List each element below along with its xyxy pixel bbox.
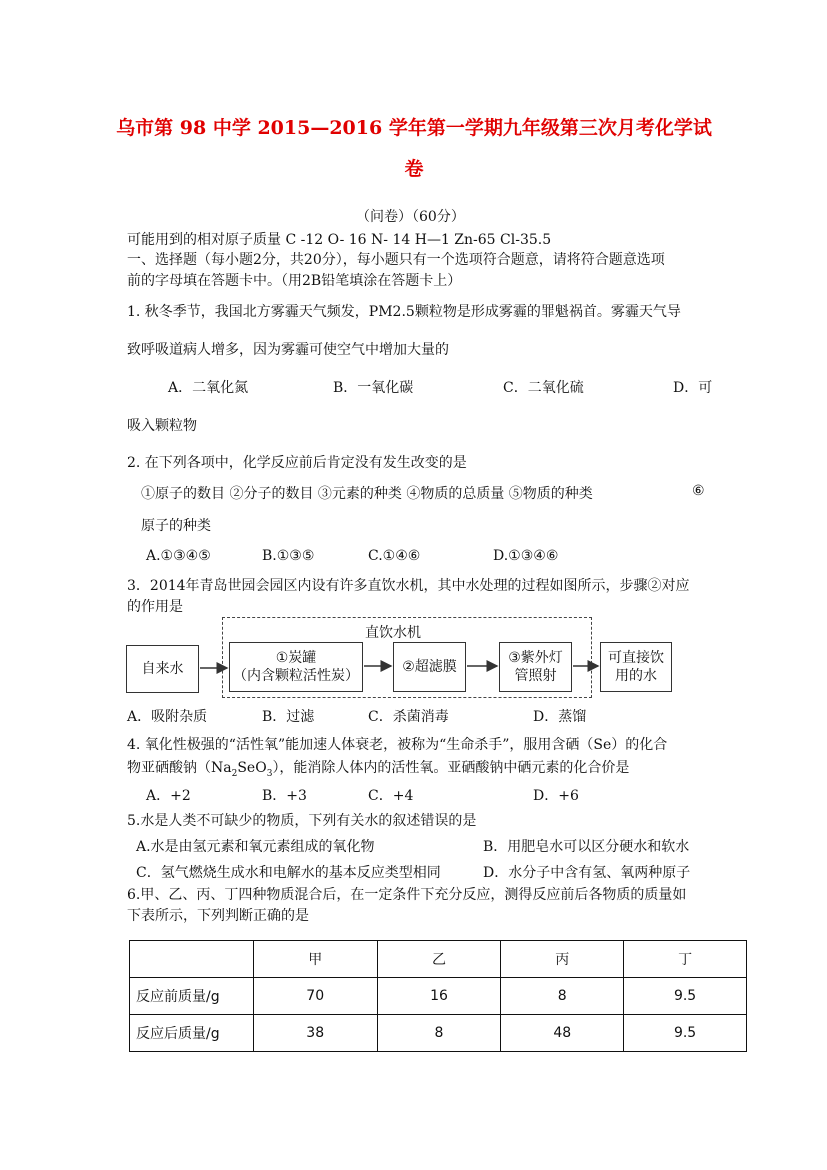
q4-line2-part-a: 物亚硒酸钠（Na	[127, 760, 232, 776]
q4-option-d: D．+6	[533, 788, 579, 804]
q4-option-b: B．+3	[262, 788, 307, 804]
table-header-cell: 丁	[624, 941, 747, 978]
section1-line1: 一、选择题（每小题2分，共20分），每小题只有一个选项符合题意，请将符合题意选项	[127, 252, 665, 268]
q2-option-c: C.①④⑥	[368, 548, 421, 564]
q2-option-d: D.①③④⑥	[493, 548, 559, 564]
q5-line1: 5.水是人类不可缺少的物质，下列有关水的叙述错误的是	[127, 813, 477, 829]
exam-subtitle: （问卷）（60分）	[356, 209, 465, 225]
table-header-row	[130, 941, 747, 978]
q4-option-c: C．+4	[368, 788, 414, 804]
mass-table	[129, 940, 747, 1052]
table-row	[130, 1015, 747, 1052]
q1-line1: 1. 秋冬季节，我国北方雾霾天气频发，PM2.5颗粒物是形成雾霾的罪魁祸首。雾霾天气导	[127, 304, 681, 320]
section1-line2: 前的字母填在答题卡中。（用2B铅笔填涂在答题卡上）	[127, 273, 462, 289]
carbon-tank-label: ①炭罐	[275, 650, 317, 666]
exam-title-line2: 卷	[404, 158, 424, 180]
table-cell: 70	[253, 978, 377, 1015]
table-cell: 8	[501, 978, 624, 1015]
q4-line2	[127, 757, 629, 779]
q4-line2-part-c: ），能消除人体内的活性氧。亚硒酸钠中硒元素的化合价是	[272, 760, 630, 776]
q6-line1: 6.甲、乙、丙、丁四种物质混合后，在一定条件下充分反应，测得反应前后各物质的质量如	[127, 887, 687, 903]
table-row	[130, 978, 747, 1015]
table-cell: 9.5	[624, 1015, 747, 1052]
table-cell: 8	[377, 1015, 501, 1052]
carbon-tank-sub: （内含颗粒活性炭）	[233, 668, 359, 684]
q5-option-b: B．用肥皂水可以区分硬水和软水	[483, 839, 690, 855]
q3-option-a: A．吸附杂质	[127, 709, 208, 725]
tap-water-label: 自来水	[141, 661, 184, 677]
q4-sub-1: 2	[231, 768, 238, 779]
atomic-mass-line: 可能用到的相对原子质量 C -12 O- 16 N- 14 H—1 Zn-65 Cl-35.5	[127, 232, 552, 248]
drinkable-water-label: 可直接饮	[608, 650, 664, 666]
q1-option-a: A．二氧化氮	[168, 380, 249, 396]
q5-option-a: A.水是由氢元素和氧元素组成的氧化物	[136, 839, 375, 855]
table-row-label: 反应后质量/g	[130, 1015, 254, 1052]
q2-item6-prefix: ⑥	[692, 483, 705, 499]
q4-option-a: A．+2	[146, 788, 191, 804]
q2-items-line: ①原子的数目 ②分子的数目 ③元素的种类 ④物质的总质量 ⑤物质的种类	[141, 486, 593, 502]
q3-option-b: B．过滤	[262, 709, 315, 725]
table-header-cell	[130, 941, 254, 978]
table-cell: 16	[377, 978, 501, 1015]
q2-line1: 2. 在下列各项中，化学反应前后肯定没有发生改变的是	[127, 455, 467, 471]
q3-line1: 3．2014年青岛世园会园区内设有许多直饮水机，其中水处理的过程如图所示，步骤②对应	[127, 578, 690, 594]
q4-sub-2: 3	[266, 768, 273, 779]
q6-line2: 下表所示，下列判断正确的是	[127, 908, 309, 924]
uv-lamp-label: ③紫外灯	[508, 650, 563, 666]
table-cell: 48	[501, 1015, 624, 1052]
q5-option-d: D．水分子中含有氢、氧两种原子	[483, 865, 691, 881]
q3-option-d: D．蒸馏	[533, 709, 587, 725]
table-cell: 38	[253, 1015, 377, 1052]
table-row-label: 反应前质量/g	[130, 978, 254, 1015]
q2-items-line2: 原子的种类	[141, 518, 211, 534]
table-header-cell: 丙	[501, 941, 624, 978]
q1-option-b: B．一氧化碳	[333, 380, 414, 396]
water-machine-label: 直饮水机	[365, 625, 421, 641]
table-header-cell: 甲	[253, 941, 377, 978]
q4-line1: 4. 氧化性极强的“活性氧”能加速人体衰老，被称为“生命杀手”，服用含硒（Se）的化合	[127, 737, 668, 753]
q3-line2: 的作用是	[127, 599, 183, 615]
exam-title-line1: 乌市第 98 中学 2015—2016 学年第一学期九年级第三次月考化学试	[116, 117, 712, 139]
q2-option-b: B.①③⑤	[262, 548, 315, 564]
q4-line2-part-b: SeO	[237, 760, 267, 776]
q1-option-c: C．二氧化硫	[503, 380, 584, 396]
q2-option-a: A.①③④⑤	[146, 548, 211, 564]
table-header-cell: 乙	[377, 941, 501, 978]
drinkable-water-sub: 用的水	[615, 668, 657, 684]
q1-line2: 致呼吸道病人增多，因为雾霾可使空气中增加大量的	[127, 342, 449, 358]
table-cell: 9.5	[624, 978, 747, 1015]
q5-option-c: C．氢气燃烧生成水和电解水的基本反应类型相同	[136, 865, 441, 881]
uv-lamp-sub: 管照射	[514, 668, 557, 684]
ultrafiltration-label: ②超滤膜	[402, 659, 457, 675]
q1-option-d: D．可	[673, 380, 713, 396]
q3-option-c: C．杀菌消毒	[368, 709, 449, 725]
q1-line3: 吸入颗粒物	[127, 418, 197, 434]
